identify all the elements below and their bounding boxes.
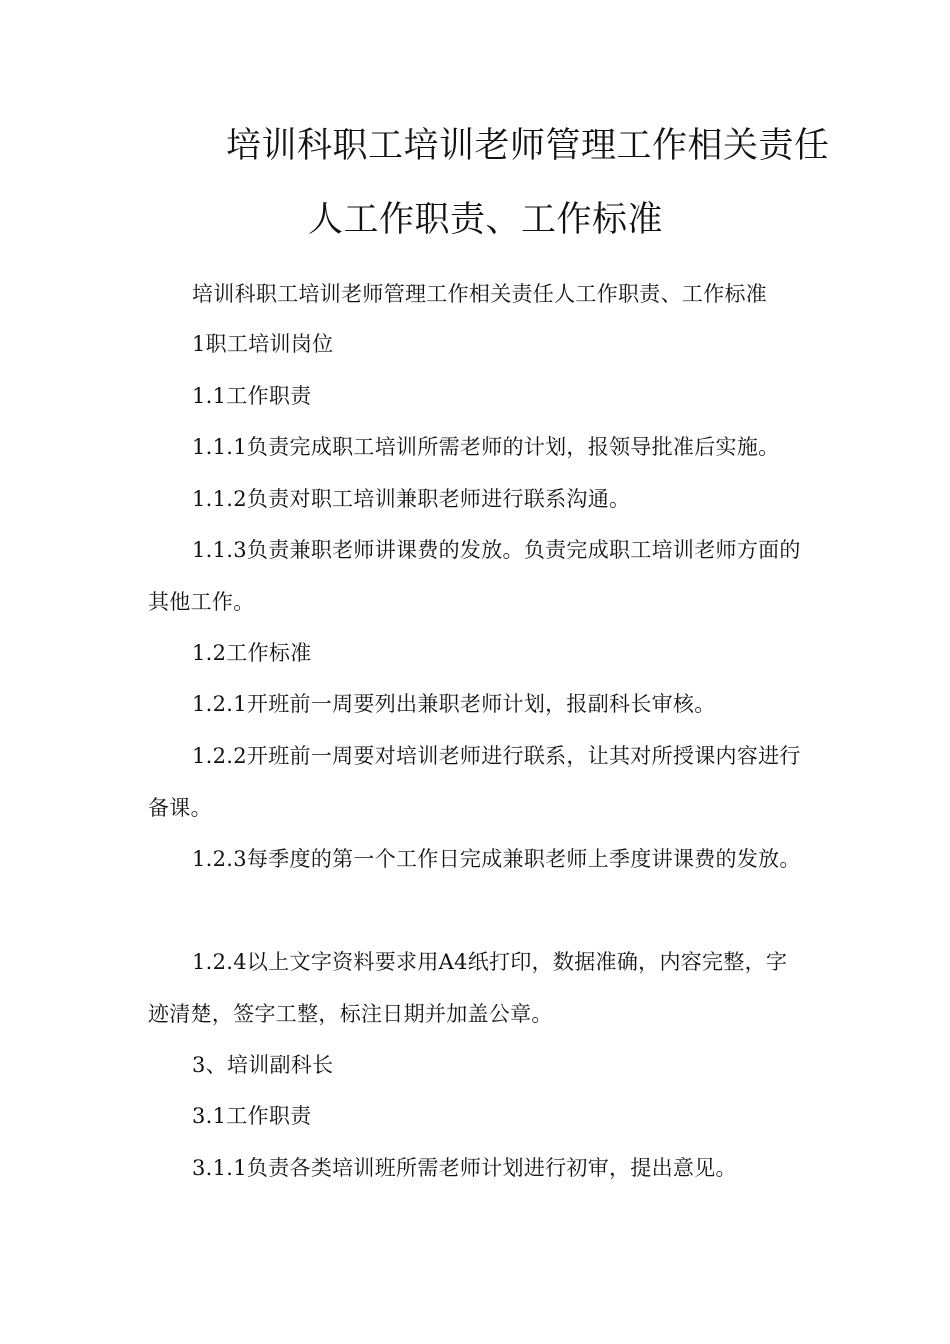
subsection-heading-1-1: 1.1工作职责 xyxy=(192,384,312,408)
subsection-heading-1-2: 1.2工作标准 xyxy=(192,641,312,665)
paragraph-3-1-1: 3.1.1负责各类培训班所需老师计划进行初审，提出意见。 xyxy=(192,1156,737,1180)
paragraph-1-2-4: 1.2.4以上文字资料要求用A4纸打印，数据准确，内容完整，字迹清楚，签字工整，标注日期并加盖公章。 xyxy=(148,950,788,1026)
paragraph-1-1-3: 1.1.3负责兼职老师讲课费的发放。负责完成职工培训老师方面的其他工作。 xyxy=(148,538,801,614)
paragraph-1-2-1: 1.2.1开班前一周要列出兼职老师计划，报副科长审核。 xyxy=(192,692,716,716)
section-heading-1: 1职工培训岗位 xyxy=(192,332,334,356)
section-heading-3: 3、培训副科长 xyxy=(192,1053,334,1077)
paragraph-1-2-3: 1.2.3每季度的第一个工作日完成兼职老师上季度讲课费的发放。 xyxy=(192,847,801,871)
document-title-line-1: 培训科职工培训老师管理工作相关责任 xyxy=(226,126,830,166)
document-title-line-2: 人工作职责、工作标准 xyxy=(308,200,664,240)
paragraph-1-1-2: 1.1.2负责对职工培训兼职老师进行联系沟通。 xyxy=(192,487,631,511)
paragraph-1-1-1: 1.1.1负责完成职工培训所需老师的计划，报领导批准后实施。 xyxy=(192,435,780,459)
paragraph-1-2-2: 1.2.2开班前一周要对培训老师进行联系，让其对所授课内容进行备课。 xyxy=(148,744,801,820)
subsection-heading-3-1: 3.1工作职责 xyxy=(192,1104,312,1128)
intro-paragraph: 培训科职工培训老师管理工作相关责任人工作职责、工作标准 xyxy=(192,282,768,306)
